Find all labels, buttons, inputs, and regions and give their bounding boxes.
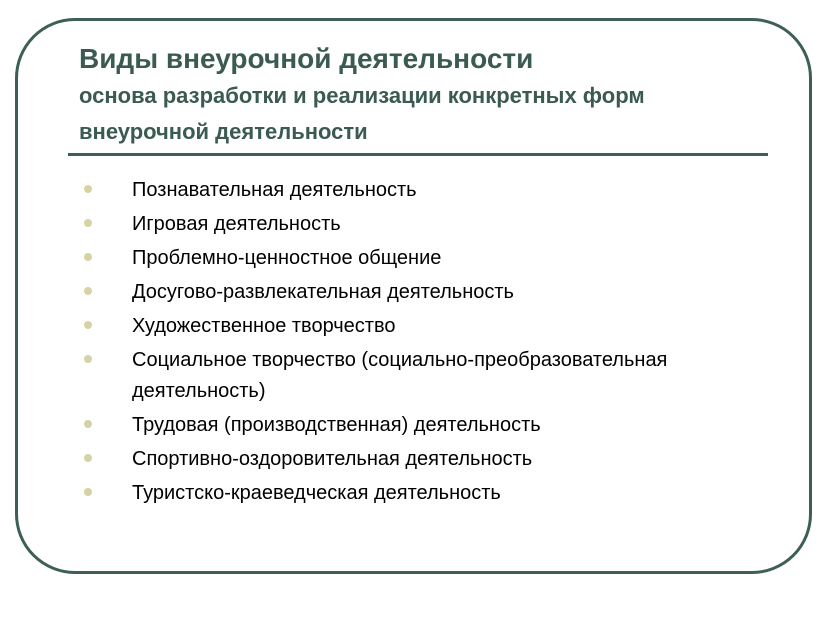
list-item: [80, 345, 720, 407]
list-item: [80, 209, 720, 240]
title-divider: [68, 153, 768, 156]
bullet-icon: [84, 488, 92, 496]
list-item-label: Социальное творчество (социально-преобразовательная деятельность): [132, 349, 668, 402]
list-item: [80, 175, 720, 206]
page-title: Виды внеурочной деятельности: [79, 43, 534, 74]
bullet-icon: [84, 185, 92, 193]
list-item-label: Игровая деятельность: [132, 213, 341, 235]
bullet-icon: [84, 219, 92, 227]
bullet-icon: [84, 253, 92, 261]
list-item: [80, 478, 720, 509]
bullet-icon: [84, 454, 92, 462]
list-item: [80, 277, 720, 308]
list-item-label: Художественное творчество: [132, 315, 396, 337]
list-item-label: Трудовая (производственная) деятельность: [132, 414, 541, 436]
bullet-icon: [84, 355, 92, 363]
activity-list: [80, 175, 720, 512]
list-item-label: Проблемно-ценностное общение: [132, 247, 442, 269]
list-item: [80, 410, 720, 441]
list-item-label: Туристско-краеведческая деятельность: [132, 482, 501, 504]
bullet-icon: [84, 321, 92, 329]
list-item-label: Познавательная деятельность: [132, 179, 417, 201]
page-subtitle: основа разработки и реализации конкретных форм внеурочной деятельности: [79, 83, 645, 144]
bullet-icon: [84, 287, 92, 295]
list-item: [80, 444, 720, 475]
bullet-icon: [84, 420, 92, 428]
list-item: [80, 243, 720, 274]
list-item-label: Спортивно-оздоровительная деятельность: [132, 448, 533, 470]
list-item: [80, 311, 720, 342]
list-item-label: Досугово-развлекательная деятельность: [132, 281, 514, 303]
